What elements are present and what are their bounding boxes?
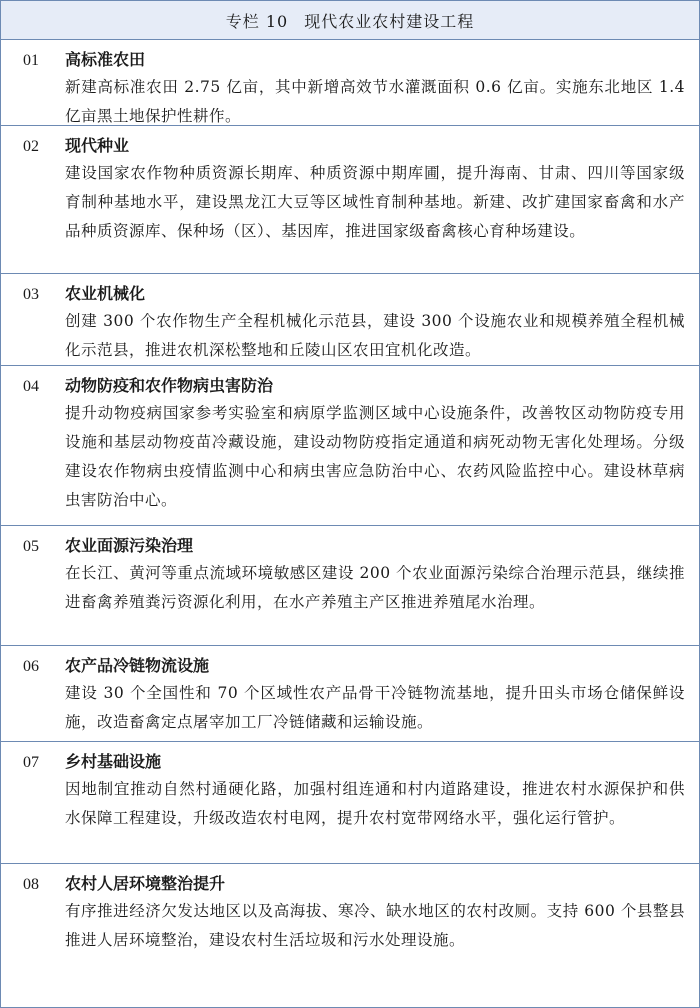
section-02 [1, 126, 699, 274]
section-heading-row [23, 374, 685, 399]
section-body: 提升动物疫病国家参考实验室和病原学监测区域中心设施条件，改善牧区动物防疫专用设施和基层动物疫苗冷藏设施，建设动物防疫指定通道和病死动物无害化处理场。分级建设农作物病虫疫情监测中心和病虫害应急防治中心、农药风险监控中心。建设林草病虫害防治中心。 [65, 404, 685, 509]
section-heading-row [23, 654, 685, 679]
section-body: 有序推进经济欠发达地区以及高海拔、寒冷、缺水地区的农村改厕。支持 600 个县整县推进人居环境整治，建设农村生活垃圾和污水处理设施。 [65, 902, 685, 949]
section-number: 02 [23, 138, 39, 155]
section-01 [1, 40, 699, 126]
section-heading-row [23, 48, 685, 73]
section-heading: 农产品冷链物流设施 [65, 656, 210, 675]
section-heading: 现代种业 [65, 136, 130, 155]
section-heading: 农业机械化 [65, 284, 146, 303]
section-number: 01 [23, 52, 39, 69]
section-body: 在长江、黄河等重点流域环境敏感区建设 200 个农业面源污染综合治理示范县，继续推进畜禽养殖粪污资源化利用，在水产养殖主产区推进养殖尾水治理。 [65, 564, 685, 611]
panel-title-bar [1, 1, 699, 40]
section-heading: 农村人居环境整治提升 [65, 874, 226, 893]
section-number: 03 [23, 286, 39, 303]
section-heading: 动物防疫和农作物病虫害防治 [65, 376, 274, 395]
section-number: 05 [23, 538, 39, 555]
section-body: 建设 30 个全国性和 70 个区域性农产品骨干冷链物流基地，提升田头市场仓储保鲜设施，改造畜禽定点屠宰加工厂冷链储藏和运输设施。 [65, 684, 685, 731]
section-heading: 乡村基础设施 [65, 752, 162, 771]
section-body: 建设国家农作物种质资源长期库、种质资源中期库圃，提升海南、甘肃、四川等国家级育制种基地水平，建设黑龙江大豆等区域性育制种基地。新建、改扩建国家畜禽和水产品种质资源库、保种场（区）、基因库，推进国家级畜禽核心育种场建设。 [65, 164, 685, 240]
section-number: 06 [23, 658, 39, 675]
section-heading-row [23, 282, 685, 307]
section-heading-row [23, 134, 685, 159]
section-heading-row [23, 750, 685, 775]
section-body: 因地制宜推动自然村通硬化路，加强村组连通和村内道路建设，推进农村水源保护和供水保障工程建设，升级改造农村电网，提升农村宽带网络水平，强化运行管护。 [65, 780, 685, 827]
section-heading-row [23, 534, 685, 559]
section-05 [1, 526, 699, 646]
section-06 [1, 646, 699, 742]
section-body: 创建 300 个农作物生产全程机械化示范县，建设 300 个设施农业和规模养殖全程机械化示范县，推进农机深松整地和丘陵山区农田宜机化改造。 [65, 312, 685, 359]
section-03 [1, 274, 699, 366]
section-body: 新建高标准农田 2.75 亿亩，其中新增高效节水灌溉面积 0.6 亿亩。实施东北地区 1.4 亿亩黑土地保护性耕作。 [65, 78, 685, 125]
section-08 [1, 864, 699, 1008]
column-title: 现代农业农村建设工程 [304, 11, 475, 31]
section-heading: 农业面源污染治理 [65, 536, 194, 555]
section-heading: 高标准农田 [65, 50, 146, 69]
column-number: 专栏 10 [225, 11, 289, 31]
section-07 [1, 742, 699, 864]
section-04 [1, 366, 699, 526]
section-number: 08 [23, 876, 39, 893]
section-number: 07 [23, 754, 39, 771]
section-number: 04 [23, 378, 39, 395]
section-heading-row [23, 872, 685, 897]
